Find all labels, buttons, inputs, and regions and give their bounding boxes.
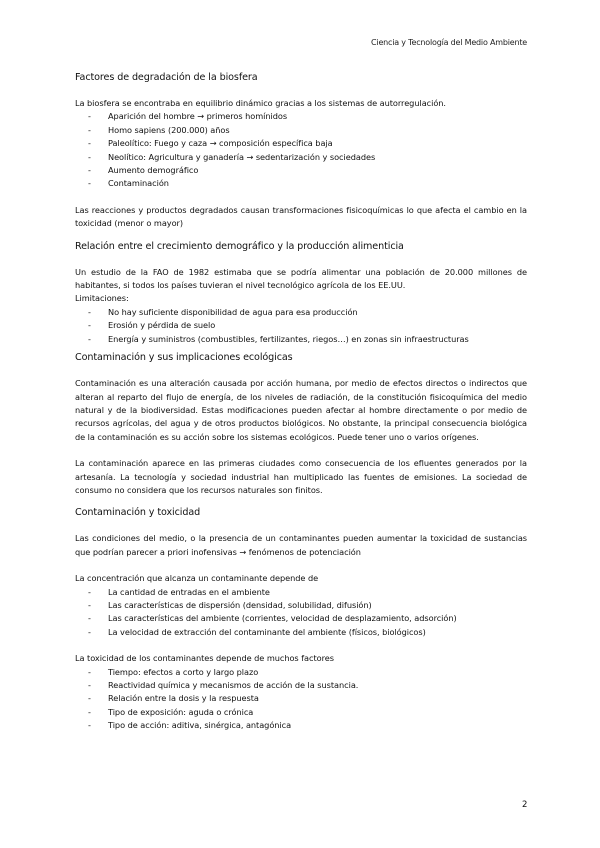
limitations-label: Limitaciones: [75,293,129,304]
list-item: - Las características del ambiente (corrientes, velocidad de desplazamiento, adsorción) [75,612,527,625]
list-item: - Las características de dispersión (densidad, solubilidad, difusión) [75,599,527,612]
list-toxicity-factors [75,666,527,733]
paragraph-pollution-definition: Contaminación es una alteración causada por acción humana, por medio de efectos directos o indirectos que alteran al reparto del flujo de energía, de los niveles de radiación, de la constitución fisicoquímica del medio natural y de la biodiversidad. Estas modificaciones pueden afectar al hombre directamente o por medio de recursos agrícolas, del agua y de otros productos biológicos. No obstante, la principal consecuencia biológica de la contaminación es su acción sobre los sistemas ecológicos. Puede tener uno o varios orígenes. [75,378,527,442]
paragraph-concentration-intro: La concentración que alcanza un contaminante depende de [75,573,319,584]
list-dash: - [88,320,91,331]
list-item: - Relación entre la dosis y la respuesta [75,692,527,705]
list-dash: - [88,720,91,731]
list-dash: - [88,599,91,610]
list-dash: - [88,333,91,344]
list-limitations [75,306,527,346]
list-dash: - [88,111,91,122]
list-item: - Energía y suministros (combustibles, fertilizantes, riegos…) en zonas sin infraestructuras [75,333,527,346]
paragraph-potentiation: Las condiciones del medio, o la presencia de un contaminantes pueden aumentar la toxicidad de sustancias que podrían parecer a priori inofensivas → fenómenos de potenciación [75,533,527,557]
section-heading-toxicity: Contaminación y toxicidad [75,507,201,519]
paragraph-toxicity-intro: La toxicidad de los contaminantes depende de muchos factores [75,653,334,664]
list-item: - La cantidad de entradas en el ambiente [75,586,527,599]
list-item: - Tiempo: efectos a corto y largo plazo [75,666,527,679]
running-header: Ciencia y Tecnología del Medio Ambiente [371,38,527,47]
list-item: - Tipo de exposición: aguda o crónica [75,706,527,719]
list-concentration-factors [75,586,527,640]
list-degradation-factors [75,110,527,190]
list-dash: - [88,613,91,624]
list-dash: - [88,693,91,704]
list-item: - Neolítico: Agricultura y ganadería → sedentarización y sociedades [75,151,527,164]
list-dash: - [88,151,91,162]
list-item: - No hay suficiente disponibilidad de agua para esa producción [75,306,527,319]
list-item: - Aparición del hombre → primeros homínidos [75,110,527,123]
list-dash: - [88,165,91,176]
list-item: - Erosión y pérdida de suelo [75,319,527,332]
paragraph-biosphere-intro: La biosfera se encontraba en equilibrio dinámico gracias a los sistemas de autorregulación. [75,98,446,108]
list-item: - Reactividad química y mecanismos de acción de la sustancia. [75,679,527,692]
list-dash: - [88,138,91,149]
list-item: - Contaminación [75,177,527,190]
list-item: - Tipo de acción: aditiva, sinérgica, antagónica [75,719,527,732]
list-item: - Paleolítico: Fuego y caza → composición específica baja [75,137,527,150]
paragraph-fao-study: Un estudio de la FAO de 1982 estimaba que se podría alimentar una población de 20.000 millones de habitantes, si todos los países tuvieran el nivel tecnológico agrícola de los EE.UU. [75,266,527,291]
list-item: - Aumento demográfico [75,164,527,177]
section-heading-demographics: Relación entre el crecimiento demográfico y la producción alimenticia [75,240,404,252]
paragraph-pollution-history: La contaminación aparece en las primeras ciudades como consecuencia de los efluentes generados por la artesanía. La tecnología y sociedad industrial han multiplicado las fuentes de emisiones. La sociedad de consumo no considera que los recursos naturales son finitos. [75,458,527,495]
list-item: - Homo sapiens (200.000) años [75,124,527,137]
section-heading-pollution: Contaminación y sus implicaciones ecológicas [75,352,293,364]
list-dash: - [88,306,91,317]
page-content [75,71,527,733]
list-dash: - [88,680,91,690]
list-dash: - [88,178,91,189]
list-dash: - [88,706,91,717]
list-dash: - [88,124,91,135]
list-dash: - [88,626,91,637]
page-number: 2 [522,800,528,810]
list-dash: - [88,586,91,597]
list-item: - La velocidad de extracción del contaminante del ambiente (físicos, biológicos) [75,626,527,639]
paragraph-reactions: Las reacciones y productos degradados causan transformaciones fisicoquímicas lo que afecta el cambio en la toxicidad (menor o mayor) [75,204,527,229]
section-heading-degradation: Factores de degradación de la biosfera [75,72,258,83]
list-dash: - [88,666,91,677]
